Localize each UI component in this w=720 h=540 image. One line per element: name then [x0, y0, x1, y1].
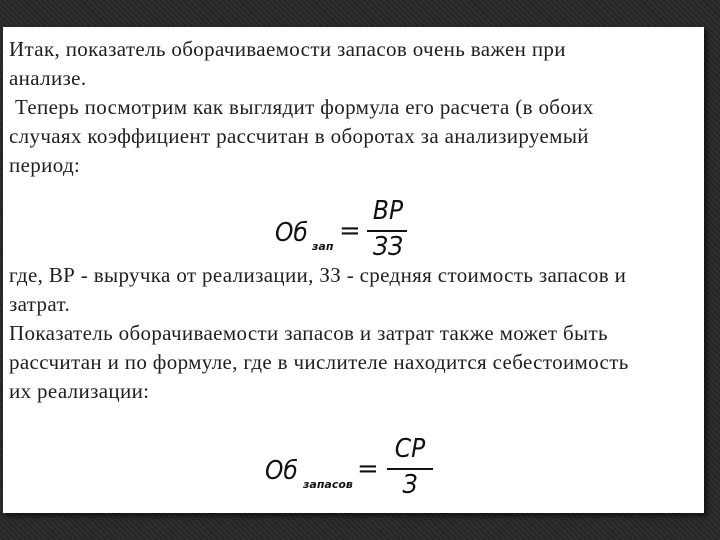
text-line: Итак, показатель оборачиваемости запасов очень важен при	[9, 37, 566, 61]
text-line: Показатель оборачиваемости запасов и затрат также может быть	[9, 321, 608, 345]
formula-lhs: Об	[265, 456, 298, 486]
equals-sign: =	[339, 216, 361, 246]
intro-paragraph	[9, 35, 594, 180]
formula-denominator: З	[402, 470, 418, 500]
formula-numerator: СР	[394, 434, 426, 464]
text-line: случаях коэффициент рассчитан в оборотах за анализируемый	[9, 124, 589, 148]
slide	[3, 27, 704, 513]
formula-denominator: ЗЗ	[372, 232, 404, 262]
explanation-paragraph	[9, 261, 629, 406]
text-line: анализе.	[9, 66, 87, 90]
formula-lhs: Об	[275, 218, 308, 248]
text-line: их реализации:	[9, 379, 150, 403]
text-line: затрат.	[9, 292, 71, 316]
formula-inventory-turnover-revenue	[275, 196, 415, 262]
text-line: рассчитан и по формуле, где в числителе находится себестоимость	[9, 350, 629, 374]
text-line: где, ВР - выручка от реализации, ЗЗ - средняя стоимость запасов и	[9, 263, 627, 287]
formula-subscript: запасов	[303, 478, 353, 491]
formula-inventory-turnover-cost	[265, 434, 445, 502]
text-line: период:	[9, 153, 81, 177]
formula-subscript: зап	[312, 240, 334, 253]
formula-numerator: ВР	[372, 196, 404, 226]
text-line: Теперь посмотрим как выглядит формула его расчета (в обоих	[15, 95, 594, 119]
equals-sign: =	[357, 454, 379, 484]
